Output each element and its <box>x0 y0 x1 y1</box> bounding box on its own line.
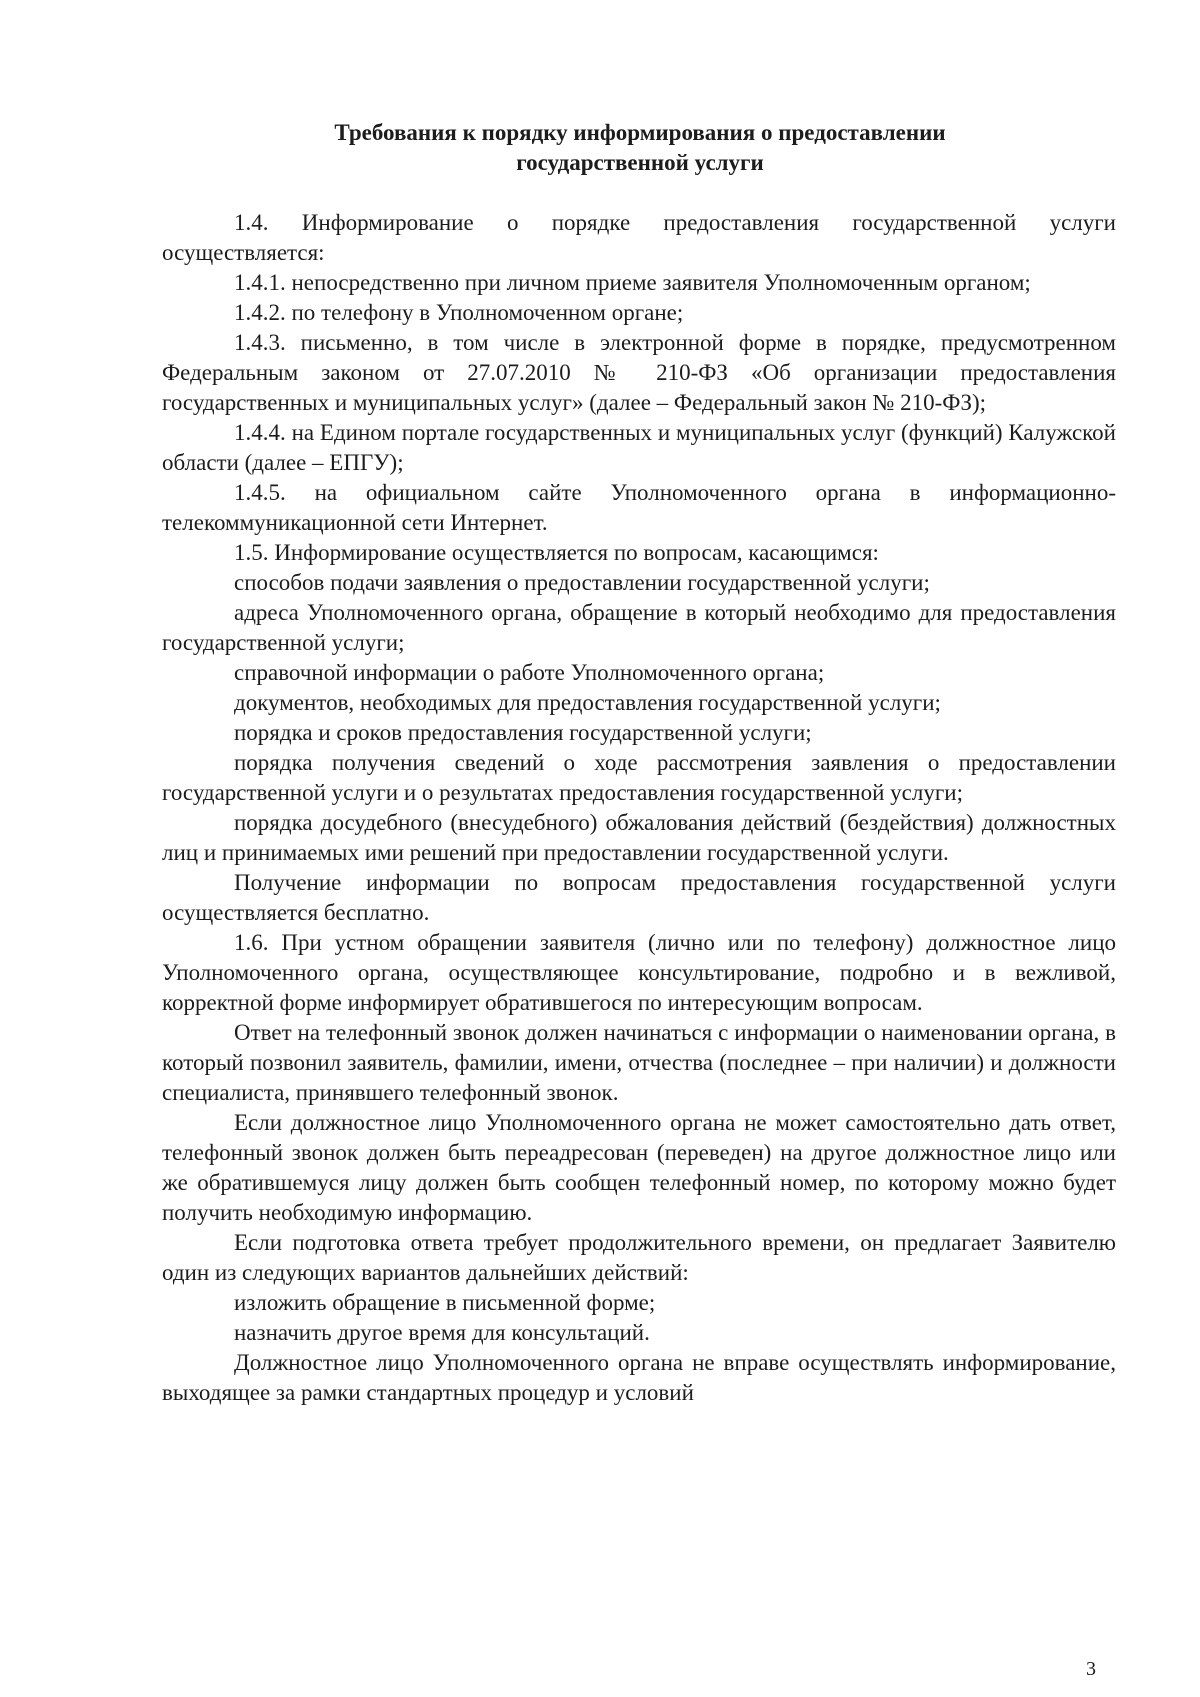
paragraph: Получение информации по вопросам предоставления государственной услуги осуществляется бесплатно. <box>162 870 1116 925</box>
paragraph-1-4-2: 1.4.2. по телефону в Уполномоченном органе; <box>234 300 684 325</box>
list-item: справочной информации о работе Уполномоченного органа; <box>234 660 825 685</box>
list-item: порядка получения сведений о ходе рассмотрения заявления о предоставлении государственной услуги и о результатах предоставления государственной услуги; <box>162 750 1116 805</box>
paragraph: Если подготовка ответа требует продолжительного времени, он предлагает Заявителю один из следующих вариантов дальнейших действий: <box>162 1230 1116 1285</box>
section-title <box>160 118 1120 178</box>
paragraph-1-4-5: 1.4.5. на официальном сайте Уполномоченного органа в информационно-телекоммуникационной сети Интернет. <box>162 480 1116 535</box>
list-item: назначить другое время для консультаций. <box>234 1320 650 1345</box>
paragraph: Должностное лицо Уполномоченного органа не вправе осуществлять информирование, выходящее за рамки стандартных процедур и условий <box>162 1350 1116 1405</box>
list-item: адреса Уполномоченного органа, обращение в который необходимо для предоставления государственной услуги; <box>162 600 1116 655</box>
list-item: способов подачи заявления о предоставлении государственной услуги; <box>234 570 930 595</box>
body-text <box>162 208 1116 1408</box>
page-number: 3 <box>1086 1658 1096 1680</box>
paragraph-1-4-3: 1.4.3. письменно, в том числе в электронной форме в порядке, предусмотренном Федеральным законом от 27.07.2010 № 210-ФЗ «Об организации предоставления государственных и муниципальных услуг» (далее – Федеральный закон № 210-ФЗ); <box>162 330 1116 415</box>
paragraph: Ответ на телефонный звонок должен начинаться с информации о наименовании органа, в который позвонил заявитель, фамилии, имени, отчества (последнее – при наличии) и должности специалиста, принявшего телефонный звонок. <box>162 1020 1116 1105</box>
list-item: изложить обращение в письменной форме; <box>234 1290 656 1315</box>
paragraph-1-5: 1.5. Информирование осуществляется по вопросам, касающимся: <box>234 540 879 565</box>
section-title-line-1: Требования к порядку информирования о предоставлении <box>334 120 946 145</box>
paragraph-1-4: 1.4. Информирование о порядке предоставления государственной услуги осуществляется: <box>162 210 1116 265</box>
paragraph-1-4-4: 1.4.4. на Едином портале государственных и муниципальных услуг (функций) Калужской области (далее – ЕПГУ); <box>162 420 1116 475</box>
list-item: порядка досудебного (внесудебного) обжалования действий (бездействия) должностных лиц и принимаемых ими решений при предоставлении государственной услуги. <box>162 810 1116 865</box>
paragraph-1-4-1: 1.4.1. непосредственно при личном приеме заявителя Уполномоченным органом; <box>234 270 1031 295</box>
list-item: порядка и сроков предоставления государственной услуги; <box>234 720 812 745</box>
paragraph: Если должностное лицо Уполномоченного органа не может самостоятельно дать ответ, телефонный звонок должен быть переадресован (переведен) на другое должностное лицо или же обратившемуся лицу должен быть сообщен телефонный номер, по которому можно будет получить необходимую информацию. <box>162 1110 1116 1225</box>
section-title-line-2: государственной услуги <box>516 150 764 175</box>
paragraph-1-6: 1.6. При устном обращении заявителя (лично или по телефону) должностное лицо Уполномоченного органа, осуществляющее консультирование, подробно и в вежливой, корректной форме информирует обратившегося по интересующим вопросам. <box>162 930 1116 1015</box>
list-item: документов, необходимых для предоставления государственной услуги; <box>234 690 941 715</box>
